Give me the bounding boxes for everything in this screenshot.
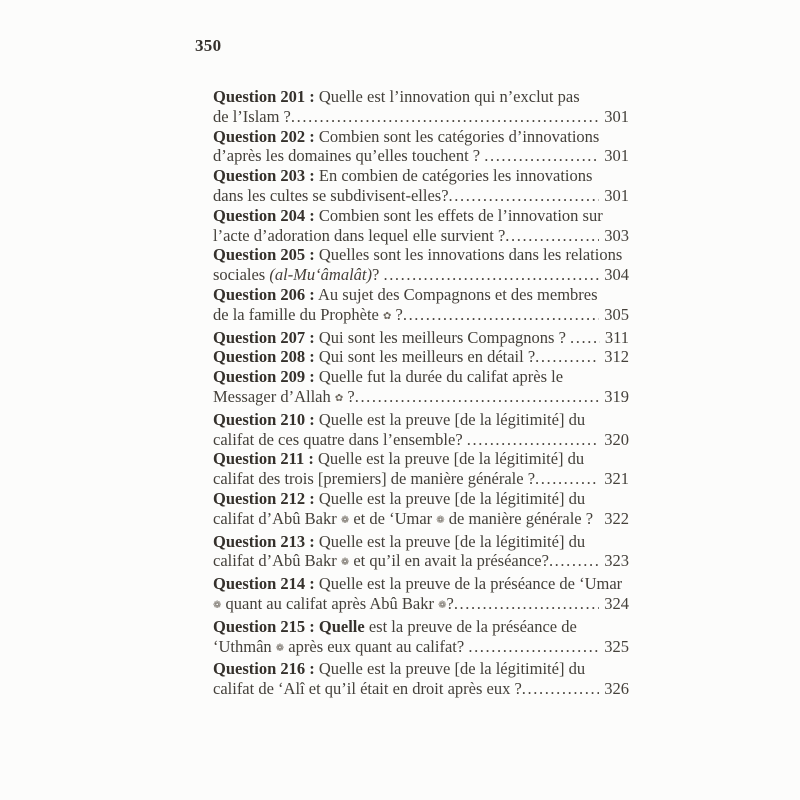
entry-text: califat d’Abû Bakr: [213, 508, 341, 528]
dot-leader: [522, 679, 599, 699]
entry-text: après eux quant au califat?: [284, 636, 469, 656]
entry-text: ‘Uthmân: [213, 636, 276, 656]
toc-line: [213, 305, 629, 328]
dot-leader: [383, 265, 599, 285]
toc-line: [213, 146, 629, 166]
entry-text: ?: [446, 593, 454, 613]
toc-line: [213, 574, 629, 594]
entry-text: et qu’il en avait la préséance?: [349, 551, 549, 571]
toc-line: [213, 387, 629, 410]
entry-label: Question 210 :: [213, 409, 315, 429]
toc-page-number: 311: [604, 327, 629, 347]
entry-text: ?: [391, 304, 403, 324]
toc-page-number: 321: [604, 469, 629, 489]
toc-line: [213, 659, 629, 679]
toc-entry: [213, 347, 629, 367]
toc-page-number: 323: [604, 551, 629, 571]
toc-entry: [213, 532, 629, 575]
toc-entry: [213, 410, 629, 450]
toc-entry: [213, 328, 629, 348]
entry-text: Quelle fut la durée du califat après le: [314, 367, 564, 387]
entry-text: Quelle est l’innovation qui n’exclut pas: [314, 87, 580, 106]
toc-page-number: 312: [604, 347, 629, 367]
toc-page-number: 301: [604, 185, 629, 205]
toc-entry: [213, 245, 629, 285]
entry-text: Quelles sont les innovations dans les relations: [314, 245, 623, 265]
entry-text: Quelle est la preuve de la préséance de ‘Umar: [314, 574, 623, 594]
toc-entry: [213, 617, 629, 660]
honorific-raa-icon: ❁: [340, 557, 350, 569]
toc-page-number: 324: [604, 593, 629, 613]
toc-entry: [213, 449, 629, 489]
entry-label: Question 213 :: [213, 531, 315, 551]
toc-entry: [213, 127, 629, 167]
honorific-saw-icon: ✿: [334, 392, 344, 404]
toc-line: [213, 107, 629, 127]
toc-page-number: 319: [604, 386, 629, 406]
entry-label: Question 204 :: [213, 205, 315, 225]
toc-line: [213, 430, 629, 450]
toc-line: [213, 367, 629, 387]
dot-leader: [454, 594, 599, 614]
toc-page-number: 304: [604, 265, 629, 285]
toc-line: [213, 449, 629, 469]
entry-label: Question 203 :: [213, 166, 315, 186]
toc-page-number: 320: [604, 429, 629, 449]
toc-line: [213, 206, 629, 226]
toc-entry: [213, 489, 629, 532]
entry-text: Quelle est la preuve [de la légitimité] du: [314, 488, 586, 508]
toc-entry: [213, 367, 629, 410]
entry-label: Question 215 : Quelle: [213, 616, 365, 636]
entry-label: Question 209 :: [213, 367, 315, 387]
entry-text: (al-Mu‘âmalât): [269, 265, 373, 285]
entry-text: Quelle est la preuve [de la légitimité] du: [314, 409, 586, 429]
entry-text: califat d’Abû Bakr: [213, 551, 341, 571]
entry-text: de l’Islam ?: [213, 106, 291, 126]
honorific-raa-icon: ❁: [213, 599, 222, 611]
entry-label: Question 205 :: [213, 245, 315, 265]
honorific-raa-icon: ❁: [275, 642, 285, 654]
toc-entry: [213, 206, 629, 246]
entry-text: est la preuve de la préséance de: [364, 616, 577, 636]
entry-text: quant au califat après Abû Bakr: [221, 593, 439, 613]
toc-line: [213, 532, 629, 552]
toc-line: [213, 551, 629, 574]
entry-text: En combien de catégories les innovations: [314, 166, 593, 186]
entry-label: Question 211 :: [213, 449, 314, 469]
entry-text: d’après les domaines qu’elles touchent ?: [213, 146, 485, 166]
dot-leader: [535, 469, 599, 489]
toc-line: [213, 410, 629, 430]
toc-page-number: 301: [604, 106, 629, 126]
toc-page-number: 326: [604, 679, 629, 699]
entry-text: califat de ‘Alî et qu’il était en droit après eux ?: [213, 679, 522, 699]
dot-leader: [355, 387, 600, 407]
entry-text: dans les cultes se subdivisent-elles?: [213, 185, 449, 205]
toc-line: [213, 166, 629, 186]
toc-line: [213, 594, 629, 617]
entry-text: Qui sont les meilleurs en détail ?: [314, 347, 536, 367]
entry-label: Question 212 :: [213, 488, 315, 508]
entry-label: Question 202 :: [213, 126, 315, 146]
dot-leader: [449, 186, 600, 206]
entry-text: Combien sont les catégories d’innovations: [314, 126, 600, 146]
honorific-raa-icon: ❁: [436, 514, 445, 526]
toc-entry: [213, 659, 629, 699]
entry-label: Question 206 :: [213, 284, 315, 304]
honorific-raa-icon: ❁: [340, 514, 350, 526]
toc-line: [213, 245, 629, 265]
entry-label: Question 207 :: [213, 327, 315, 347]
toc-entry: [213, 166, 629, 206]
entry-text: Combien sont les effets de l’innovation sur: [314, 205, 603, 225]
toc: [213, 87, 629, 699]
dot-leader: [535, 347, 599, 367]
honorific-saw-icon: ✿: [383, 310, 392, 322]
dot-leader: [570, 328, 600, 348]
toc-line: [213, 509, 629, 532]
toc-line: [213, 489, 629, 509]
entry-label: Question 208 :: [213, 347, 315, 367]
entry-label: Question 201 :: [213, 87, 315, 106]
toc-page-number: 301: [604, 146, 629, 166]
dot-leader: [549, 551, 599, 571]
toc-entry: [213, 87, 629, 127]
toc-line: [213, 637, 629, 660]
toc-page-number: 325: [604, 636, 629, 656]
entry-text: Au sujet des Compagnons et des membres: [314, 284, 598, 304]
toc-page-number: 322: [604, 508, 629, 528]
entry-text: Quelle est la preuve [de la légitimité] du: [313, 449, 585, 469]
honorific-raa-icon: ❁: [438, 599, 447, 611]
toc-line: [213, 226, 629, 246]
toc-line: [213, 285, 629, 305]
dot-leader: [505, 226, 599, 246]
entry-text: ?: [343, 386, 355, 406]
entry-text: l’acte d’adoration dans lequel elle survient ?: [213, 225, 506, 245]
entry-text: Messager d’Allah: [213, 386, 335, 406]
toc-line: [213, 127, 629, 147]
dot-leader: [467, 430, 599, 450]
entry-text: Quelle est la preuve [de la légitimité] du: [314, 659, 586, 679]
dot-leader: [403, 305, 599, 325]
toc-entry: [213, 285, 629, 328]
page-number: 350: [195, 36, 222, 55]
entry-text: califat de ces quatre dans l’ensemble?: [213, 429, 467, 449]
entry-label: Question 214 :: [213, 574, 315, 594]
entry-text: sociales: [213, 265, 270, 285]
toc-page-number: 305: [604, 304, 629, 324]
toc-line: [213, 186, 629, 206]
entry-text: de la famille du Prophète: [213, 304, 383, 324]
toc-line: [213, 328, 629, 348]
toc-line: [213, 469, 629, 489]
toc-line: [213, 265, 629, 285]
toc-entry: [213, 574, 629, 617]
toc-page-number: 303: [604, 225, 629, 245]
toc-line: [213, 87, 629, 107]
entry-text: Quelle est la preuve [de la légitimité] du: [314, 531, 586, 551]
dot-leader: [468, 637, 599, 657]
entry-text: ?: [372, 265, 384, 285]
entry-text: et de ‘Umar: [349, 508, 437, 528]
entry-text: de manière générale ?: [444, 508, 594, 528]
toc-line: [213, 347, 629, 367]
entry-label: Question 216 :: [213, 659, 315, 679]
dot-leader: [291, 107, 599, 127]
dot-leader: [484, 146, 599, 166]
toc-line: [213, 617, 629, 637]
toc-line: [213, 679, 629, 699]
entry-text: califat des trois [premiers] de manière générale ?: [213, 469, 536, 489]
entry-text: Qui sont les meilleurs Compagnons ?: [314, 327, 571, 347]
